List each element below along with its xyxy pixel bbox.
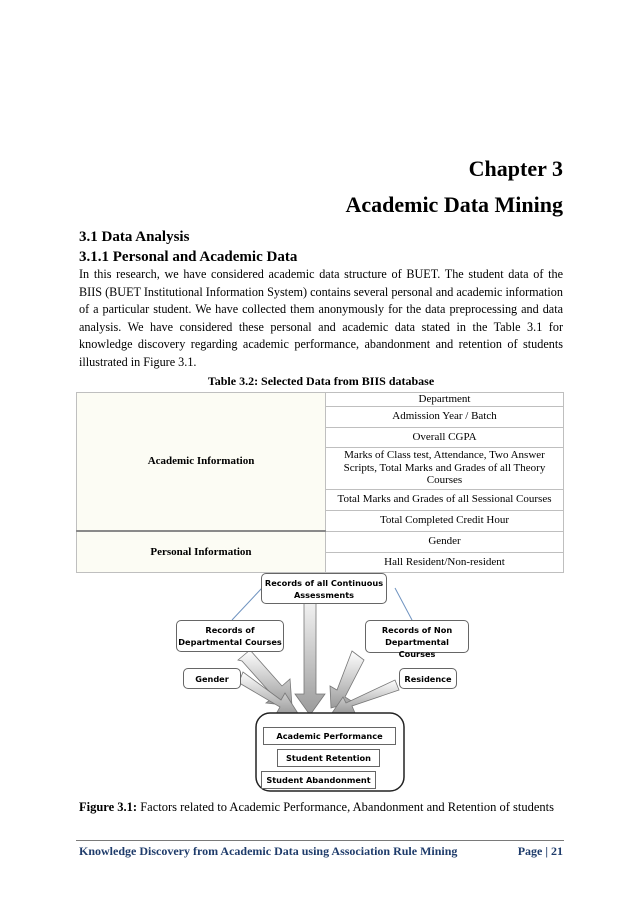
table-cell: Marks of Class test, Attendance, Two Answer Scripts, Total Marks and Grades of all Theory Courses	[326, 447, 564, 489]
box-gender: Gender	[183, 668, 241, 689]
footer-page: Page | 21	[517, 844, 563, 858]
chapter-number: Chapter 3	[468, 156, 563, 181]
chapter-title: Academic Data Mining	[345, 192, 563, 217]
table-cell: Overall CGPA	[326, 427, 564, 447]
table-cell: Admission Year / Batch	[326, 406, 564, 427]
section-heading: 3.1 Data Analysis	[79, 229, 190, 245]
table-cell: Total Completed Credit Hour	[326, 510, 564, 531]
table-cell: Hall Resident/Non-resident	[326, 552, 564, 572]
box-continuous-assessments: Records of all Continuous Assessments	[261, 573, 387, 604]
arrow-continuous	[295, 585, 325, 715]
box-student-retention: Student Retention	[277, 749, 380, 767]
figure-caption	[79, 800, 554, 815]
subsection-heading: 3.1.1 Personal and Academic Data	[79, 249, 298, 265]
category-academic: Academic Information	[77, 393, 326, 532]
figure-caption-label: Figure 3.1:	[79, 800, 138, 814]
page-label: Page	[517, 844, 543, 858]
connector-line	[232, 588, 262, 620]
figure-caption-text: Factors related to Academic Performance, Abandonment and Retention of students	[137, 800, 554, 814]
box-student-abandonment: Student Abandonment	[261, 771, 376, 789]
page-number: 21	[551, 844, 563, 858]
box-non-departmental-courses: Records of Non Departmental Courses	[365, 620, 469, 653]
box-residence: Residence	[399, 668, 457, 689]
page-footer	[79, 844, 563, 859]
footer-divider	[76, 840, 564, 841]
box-departmental-courses: Records of Departmental Courses	[176, 620, 284, 652]
box-academic-performance: Academic Performance	[263, 727, 396, 745]
table-caption: Table 3.2: Selected Data from BIIS database	[207, 374, 435, 388]
footer-title: Knowledge Discovery from Academic Data using Association Rule Mining	[79, 844, 458, 858]
table-cell: Total Marks and Grades of all Sessional Courses	[326, 489, 564, 510]
category-personal: Personal Information	[77, 531, 326, 572]
body-paragraph: In this research, we have considered academic data structure of BUET. The student data of the BIIS (BUET Institutional Information System) contains several personal and academic information of a particular student. We have collected them anonymously for the data preprocessing and data analysis. We have considered these personal and academic data stated in the Table 3.1 for knowledge discovery regarding academic performance, abandonment and retention of students illustrated in Figure 3.1.	[79, 267, 563, 369]
table-cell: Gender	[326, 531, 564, 552]
table-cell: Department	[326, 393, 564, 407]
connector-line	[395, 588, 412, 620]
